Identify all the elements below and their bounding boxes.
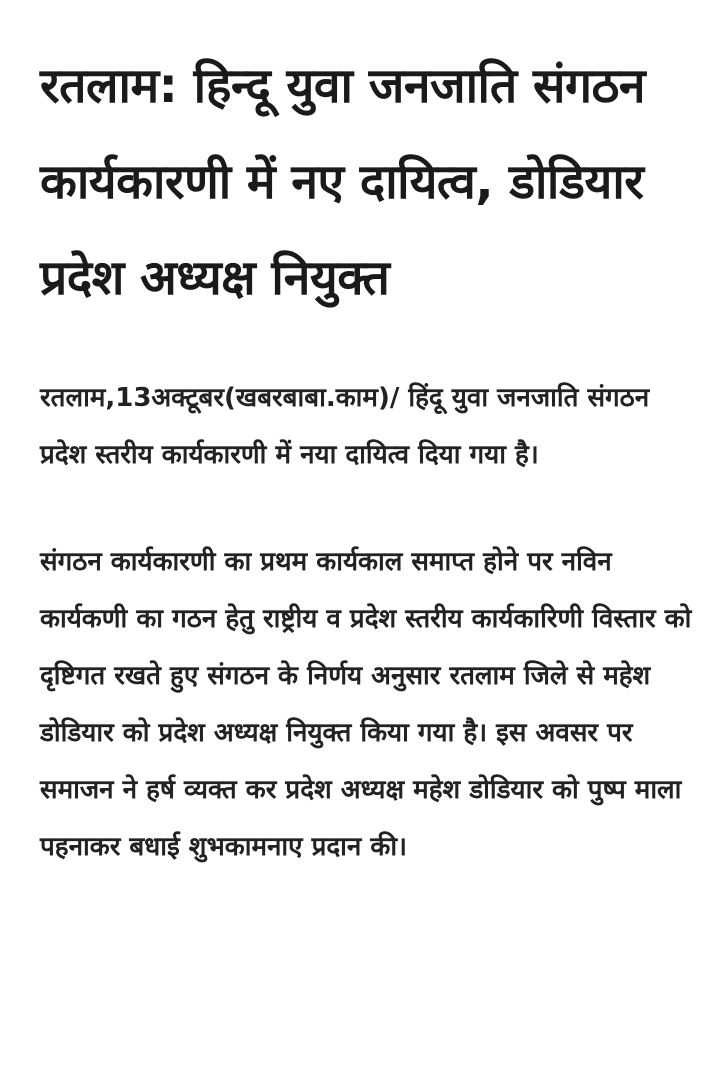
article-paragraph-intro: रतलाम,13अक्टूबर(खबरबाबा.काम)/ हिंदू युवा जनजाति संगठन प्रदेश स्तरीय कार्यकारणी में नया दायित्व दिया गया है। <box>40 383 650 470</box>
news-article <box>40 38 692 876</box>
article-headline: रतलाम: हिन्दू युवा जनजाति संगठन कार्यकारणी में नए दायित्व, डोडियार प्रदेश अध्यक्ष नियुक्त <box>40 58 646 306</box>
article-paragraph-body: संगठन कार्यकारणी का प्रथम कार्यकाल समाप्त होने पर नविन कार्यकणी का गठन हेतु राष्ट्रीय व प्रदेश स्तरीय कार्यकारिणी विस्तार को दृष्टिगत रखते हुए संगठन के निर्णय अनुसार रतलाम जिले से महेश डोडियार को प्रदेश अध्यक्ष नियुक्त किया गया है। इस अवसर पर समाजन ने हर्ष व्यक्त कर प्रदेश अध्यक्ष महेश डोडियार को पुष्प माला पहनाकर बधाई शुभकामनाए प्रदान की। <box>40 547 692 862</box>
